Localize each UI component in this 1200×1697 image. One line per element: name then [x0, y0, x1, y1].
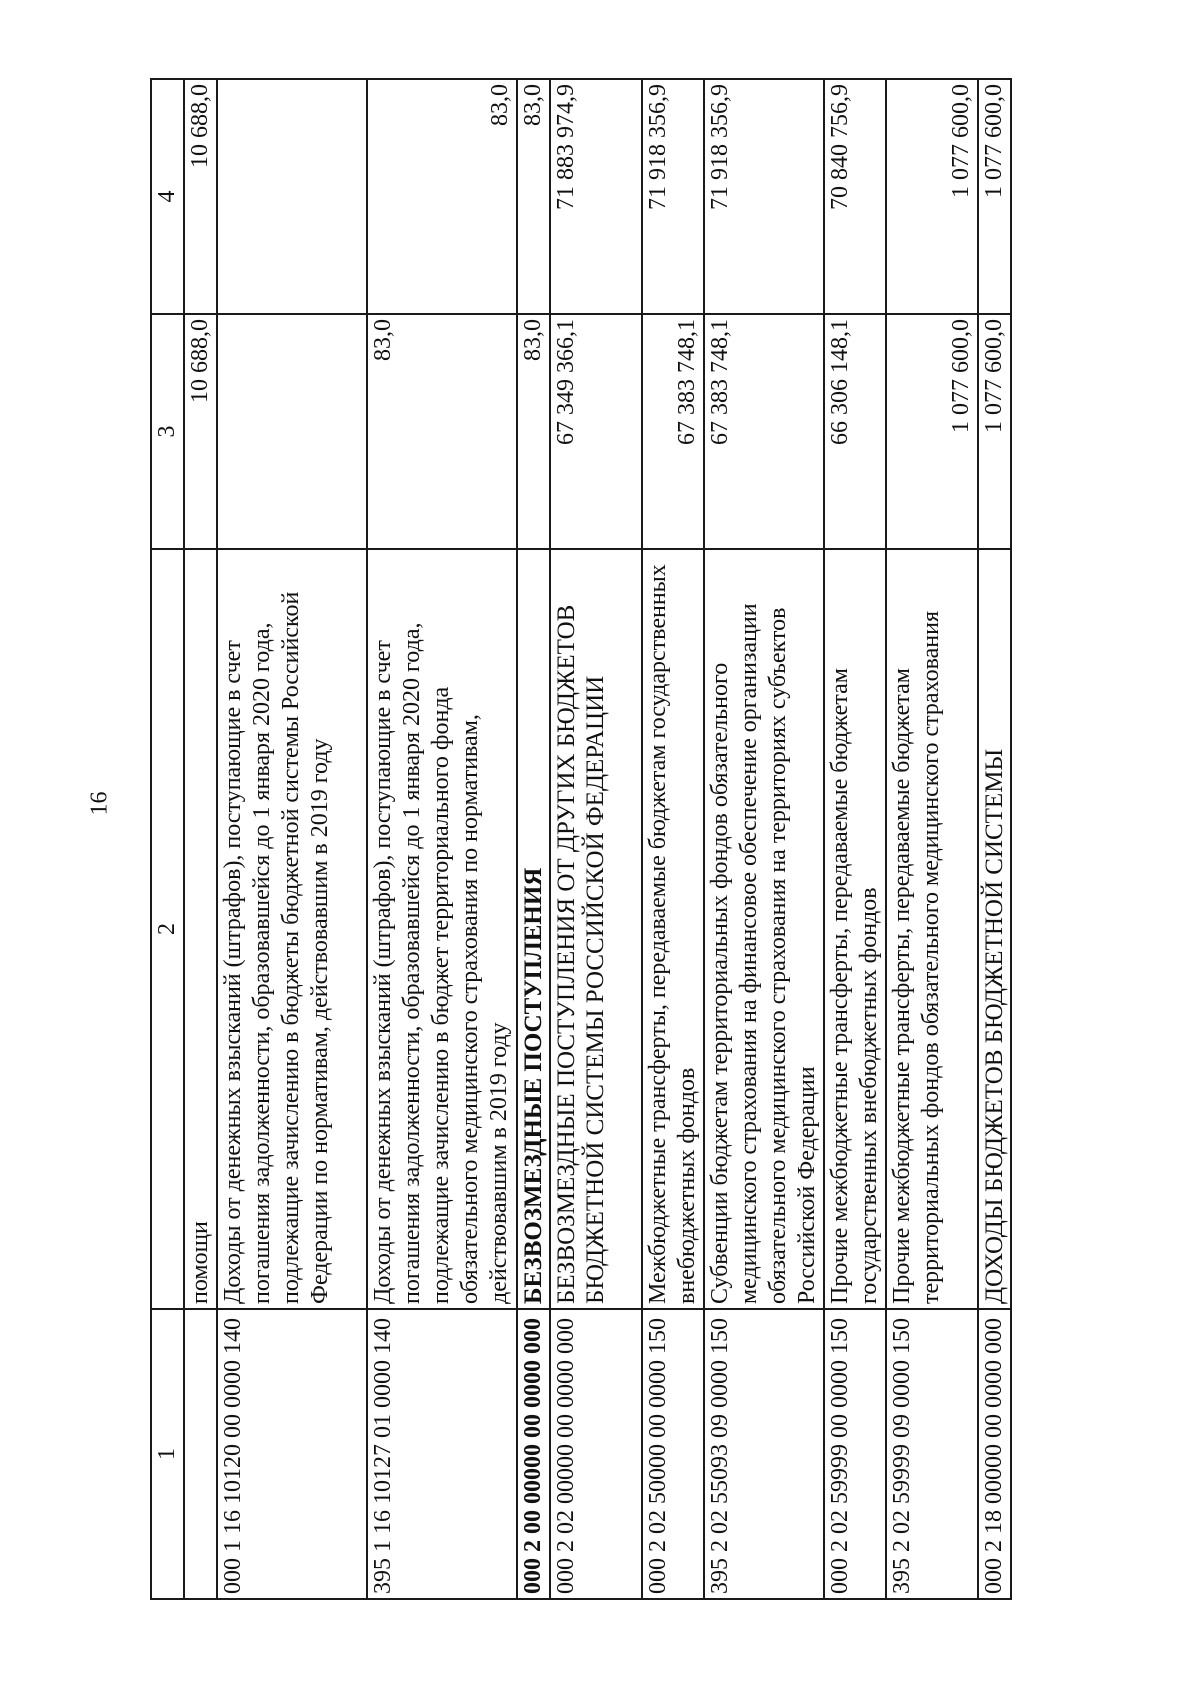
row-code: 395 2 02 55093 09 0000 150	[704, 1309, 824, 1599]
row-value-col3: 67 383 748,1	[642, 314, 704, 549]
row-name: Доходы от денежных взысканий (штрафов), поступающие в счет погашения задолженности, образовавшейся до 1 января 2020 года, подлежащие зачислению в бюджет территориального фонда обязательного медицинского страхования по нормативам, действовавшим в 2019 году	[367, 549, 517, 1309]
header-col-3: 3	[151, 314, 184, 549]
row-value-col4: 1 077 600,0	[886, 79, 978, 314]
table-row	[886, 79, 978, 1599]
table-row	[824, 79, 886, 1599]
row-name: БЕЗВОЗМЕЗДНЫЕ ПОСТУПЛЕНИЯ ОТ ДРУГИХ БЮДЖЕТОВ БЮДЖЕТНОЙ СИСТЕМЫ РОССИЙСКОЙ ФЕДЕРАЦИИ	[550, 549, 642, 1309]
header-col-2: 2	[151, 549, 184, 1309]
row-value-col4: 10 688,0	[184, 79, 217, 314]
row-value-col4: 71 883 974,9	[550, 79, 642, 314]
row-value-col4	[217, 79, 367, 314]
row-name: Доходы от денежных взысканий (штрафов), поступающие в счет погашения задолженности, образовавшейся до 1 января 2020 года, подлежащие зачислению в бюджеты бюджетной системы Российской Федерации по нормативам, действовавшим в 2019 году	[217, 549, 367, 1309]
row-value-col3: 1 077 600,0	[886, 314, 978, 549]
table-row	[704, 79, 824, 1599]
table-row	[978, 79, 1011, 1599]
budget-revenue-table	[150, 78, 1012, 1600]
row-code: 395 2 02 59999 09 0000 150	[886, 1309, 978, 1599]
row-value-col3: 83,0	[517, 314, 550, 549]
table-row	[184, 79, 217, 1599]
rotated-table-frame	[150, 80, 1080, 1600]
row-value-col3: 66 306 148,1	[824, 314, 886, 549]
row-name: БЕЗВОЗМЕЗДНЫЕ ПОСТУПЛЕНИЯ	[517, 549, 550, 1309]
table-row	[550, 79, 642, 1599]
row-value-col4: 1 077 600,0	[978, 79, 1011, 314]
table-container	[150, 80, 1080, 1600]
row-name: Прочие межбюджетные трансферты, передаваемые бюджетам государственных внебюджетных фондов	[824, 549, 886, 1309]
row-code: 000 2 02 50000 00 0000 150	[642, 1309, 704, 1599]
row-value-col3	[217, 314, 367, 549]
table-header-row	[151, 79, 184, 1599]
row-value-col3: 83,0	[367, 314, 517, 549]
row-value-col4: 70 840 756,9	[824, 79, 886, 314]
row-value-col3: 1 077 600,0	[978, 314, 1011, 549]
row-code: 000 2 18 00000 00 0000 000	[978, 1309, 1011, 1599]
row-value-col4: 83,0	[517, 79, 550, 314]
row-value-col4: 83,0	[367, 79, 517, 314]
row-code: 000 1 16 10120 00 0000 140	[217, 1309, 367, 1599]
row-name: помощи	[184, 549, 217, 1309]
row-code: 000 2 02 00000 00 0000 000	[550, 1309, 642, 1599]
row-value-col3: 67 349 366,1	[550, 314, 642, 549]
table-row	[517, 79, 550, 1599]
row-value-col3: 67 383 748,1	[704, 314, 824, 549]
row-code: 000 2 00 00000 00 0000 000	[517, 1309, 550, 1599]
row-name: Межбюджетные трансферты, передаваемые бюджетам государственных внебюджетных фондов	[642, 549, 704, 1309]
row-code	[184, 1309, 217, 1599]
row-name: Субвенции бюджетам территориальных фондов обязательного медицинского страхования на финансовое обеспечение организации обязательного медицинского страхования на территориях субъектов Российской Федерации	[704, 549, 824, 1309]
row-code: 000 2 02 59999 00 0000 150	[824, 1309, 886, 1599]
page-number: 16	[86, 791, 113, 816]
row-code: 395 1 16 10127 01 0000 140	[367, 1309, 517, 1599]
header-col-1: 1	[151, 1309, 184, 1599]
table-row	[367, 79, 517, 1599]
header-col-4: 4	[151, 79, 184, 314]
row-value-col4: 71 918 356,9	[642, 79, 704, 314]
table-row	[217, 79, 367, 1599]
row-name: ДОХОДЫ БЮДЖЕТОВ БЮДЖЕТНОЙ СИСТЕМЫ	[978, 549, 1011, 1309]
row-name: Прочие межбюджетные трансферты, передаваемые бюджетам территориальных фондов обязательного медицинского страхования	[886, 549, 978, 1309]
table-row	[642, 79, 704, 1599]
row-value-col4: 71 918 356,9	[704, 79, 824, 314]
row-value-col3: 10 688,0	[184, 314, 217, 549]
